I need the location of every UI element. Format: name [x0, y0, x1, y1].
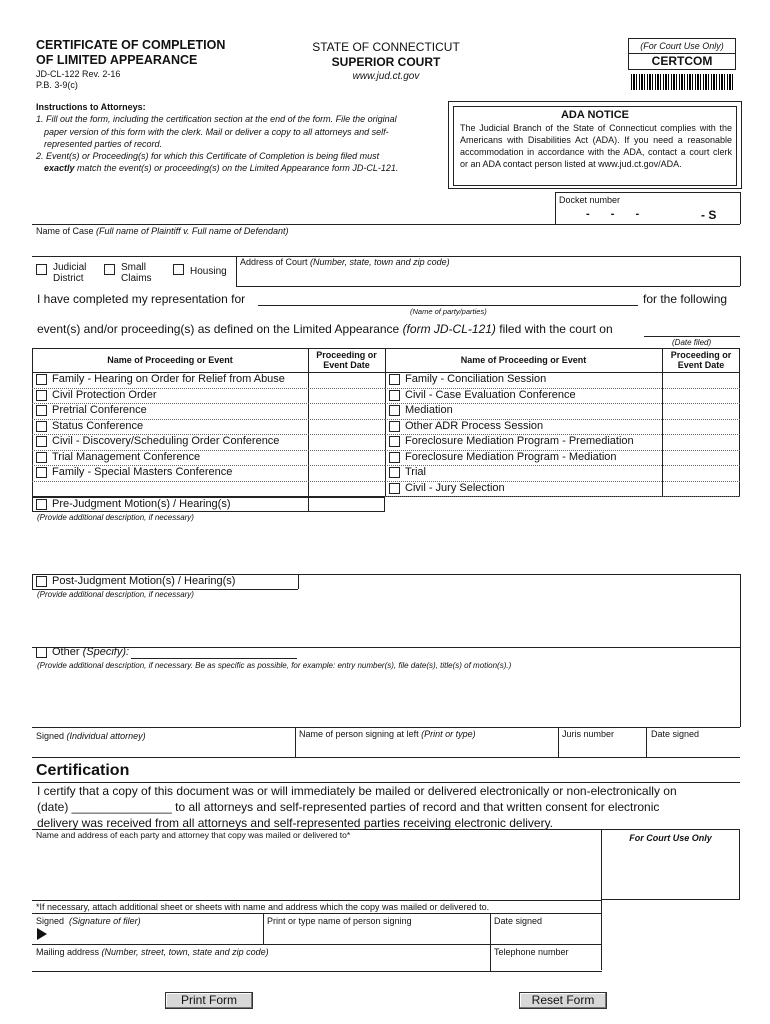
post-judgment-description[interactable]: [36, 600, 736, 644]
right-event-checkbox[interactable]: [389, 436, 400, 447]
telephone-label: Telephone number: [494, 947, 569, 957]
col-name-left: Name of Proceeding or Event: [107, 355, 233, 365]
right-event-label: Foreclosure Mediation Program - Mediation: [405, 450, 617, 463]
right-event-date-input[interactable]: [664, 373, 738, 387]
court-address-input[interactable]: [242, 268, 736, 284]
party-name-input[interactable]: [260, 291, 636, 305]
filer-signature-input[interactable]: [52, 927, 260, 942]
right-event-label: Mediation: [405, 404, 453, 416]
left-event-checkbox[interactable]: [36, 467, 47, 478]
left-event-checkbox[interactable]: [36, 436, 47, 447]
right-event-date-input[interactable]: [664, 389, 738, 403]
left-event-checkbox[interactable]: [36, 421, 47, 432]
representation-trail: for the following: [643, 292, 728, 306]
left-event-checkbox[interactable]: [36, 452, 47, 463]
housing-checkbox[interactable]: [173, 264, 184, 275]
right-event-label: Other ADR Process Session: [405, 419, 544, 432]
right-event-label: Civil - Jury Selection: [405, 481, 505, 494]
docket-label: Docket number: [559, 195, 621, 205]
other-description[interactable]: [36, 672, 736, 724]
post-judgment-checkbox[interactable]: [36, 576, 47, 587]
other-specify-input[interactable]: [132, 646, 296, 658]
right-event-row: [385, 481, 662, 497]
right-event-checkbox[interactable]: [389, 452, 400, 463]
right-event-date-input[interactable]: [664, 404, 738, 418]
filer-date-label: Date signed: [494, 916, 543, 926]
left-event-date-input[interactable]: [310, 373, 383, 387]
date-filed-input[interactable]: [645, 322, 739, 336]
col-date-left: Proceeding or Event Date: [316, 350, 377, 370]
right-event-label: Civil - Case Evaluation Conference: [405, 388, 576, 401]
print-name-label: Print or type name of person signing: [267, 916, 412, 926]
col-name-right: Name of Proceeding or Event: [460, 355, 587, 365]
right-event-date-input[interactable]: [664, 420, 738, 434]
right-event-checkbox[interactable]: [389, 374, 400, 385]
representation-line2: event(s) and/or proceeding(s) as defined on the Limited Appearance (form JD-CL-121) filed with the court on: [37, 322, 613, 336]
right-event-checkbox[interactable]: [389, 483, 400, 494]
court-use-label: (For Court Use Only): [628, 38, 736, 54]
court-address-label: Address of Court (Number, state, town and zip code): [240, 257, 450, 267]
right-event-row: [385, 388, 662, 404]
date-signed-input[interactable]: [650, 742, 736, 756]
col-date-right: Proceeding or Event Date: [670, 350, 732, 370]
left-event-date-input[interactable]: [310, 404, 383, 418]
print-name-input[interactable]: [267, 927, 487, 942]
right-event-date-input[interactable]: [664, 451, 738, 465]
docket-suffix: - S: [701, 208, 717, 222]
print-form-button[interactable]: Print Form: [165, 992, 253, 1009]
right-event-date-input[interactable]: [664, 482, 738, 496]
left-event-row: [32, 388, 308, 404]
party-name-line[interactable]: [258, 305, 638, 306]
right-event-label: Family - Conciliation Session: [405, 373, 547, 385]
pre-judgment-hint: (Provide additional description, if necessary): [37, 513, 194, 522]
left-event-label: Trial Management Conference: [52, 450, 201, 463]
right-event-row: [385, 450, 662, 466]
juris-number-label: Juris number: [562, 729, 615, 739]
party-hint: (Name of party/parties): [410, 307, 487, 316]
reset-form-button[interactable]: Reset Form: [519, 992, 607, 1009]
left-event-date-input[interactable]: [310, 451, 383, 465]
left-event-label: Status Conference: [52, 419, 144, 432]
right-event-row: [385, 372, 662, 388]
right-event-checkbox[interactable]: [389, 467, 400, 478]
date-filed-hint: (Date filed): [672, 338, 712, 347]
filer-signed-label: Signed (Signature of filer): [36, 916, 141, 926]
right-event-label: Foreclosure Mediation Program - Premediation: [405, 435, 634, 447]
date-signed-label: Date signed: [651, 729, 700, 739]
attach-note: *If necessary, attach additional sheet or sheets with name and address which the copy was mailed or delivered to.: [36, 902, 490, 912]
left-event-label: Pretrial Conference: [52, 404, 147, 416]
docket-dashes: - - -: [586, 208, 640, 220]
sign-arrow-icon: [37, 928, 47, 940]
form-title: CERTIFICATE OF COMPLETION OF LIMITED APPEARANCE: [36, 38, 226, 67]
post-judgment-hint: (Provide additional description, if necessary): [37, 590, 194, 599]
left-event-label: Family - Hearing on Order for Relief from Abuse: [52, 373, 285, 385]
certification-date-input[interactable]: [68, 799, 166, 813]
form-number: JD-CL-122 Rev. 2-16 P.B. 3-9(c): [36, 69, 121, 90]
case-name-label: Name of Case (Full name of Plaintiff v. Full name of Defendant): [36, 226, 289, 236]
right-event-row: [385, 465, 662, 481]
ada-notice: ADA NOTICE The Judicial Branch of the State of Connecticut complies with the Americans with Disabilities Act (ADA). If you need a reasonable accommodation in accordance with the ADA, contact a court clerk or an ADA contact person listed at www.jud.ct.gov/ADA.: [448, 101, 742, 189]
housing-label: Housing: [190, 266, 227, 277]
right-event-label: Trial: [405, 466, 426, 478]
left-event-label: Civil Protection Order: [52, 388, 157, 401]
left-event-checkbox[interactable]: [36, 374, 47, 385]
right-event-row: [385, 419, 662, 435]
pre-judgment-label: Pre-Judgment Motion(s) / Hearing(s): [52, 498, 231, 510]
right-event-row: [385, 403, 662, 419]
left-event-row: [32, 434, 308, 450]
telephone-input[interactable]: [494, 958, 598, 970]
court-heading: STATE OF CONNECTICUT SUPERIOR COURT www.jud.ct.gov: [312, 40, 460, 82]
right-event-checkbox[interactable]: [389, 390, 400, 401]
left-event-date-input[interactable]: [310, 466, 383, 480]
signer-name-label: Name of person signing at left (Print or type): [299, 729, 476, 739]
left-event-row: [32, 372, 308, 388]
small-claims-checkbox[interactable]: [104, 264, 115, 275]
judicial-district-checkbox[interactable]: [36, 264, 47, 275]
case-name-input[interactable]: [40, 237, 730, 255]
attorney-signature-input[interactable]: [36, 742, 291, 756]
representation-lead: I have completed my representation for: [37, 292, 246, 306]
mailing-address-input[interactable]: [36, 958, 486, 970]
court-use-box: For Court Use Only: [601, 829, 740, 900]
left-event-date-input[interactable]: [310, 420, 383, 434]
attorney-signed-label: Signed (Individual attorney): [36, 731, 146, 741]
left-event-checkbox[interactable]: [36, 405, 47, 416]
filer-date-input[interactable]: [494, 927, 598, 942]
left-event-checkbox[interactable]: [36, 390, 47, 401]
left-event-row: [32, 465, 308, 481]
other-checkbox[interactable]: [36, 647, 47, 658]
right-event-checkbox[interactable]: [389, 421, 400, 432]
right-event-checkbox[interactable]: [389, 405, 400, 416]
court-use-code: CERTCOM: [628, 53, 736, 70]
certification-text: I certify that a copy of this document was or will immediately be mailed or delivered electronically or non-electronically on (date) _______________ to all attorneys and self-represented parties of record and that written consent for electronic delivery was received from all attorneys and self-represented parties receiving electronic delivery.: [37, 784, 677, 830]
other-label: Other (Specify):: [52, 646, 130, 658]
certification-heading: Certification: [36, 762, 130, 779]
recipients-input[interactable]: [36, 841, 596, 899]
docket-input[interactable]: [560, 207, 696, 221]
other-hint: (Provide additional description, if necessary. Be as specific as possible, for example: entry number(s), file date(s), title(s) of motion(s).): [37, 661, 512, 670]
pre-judgment-description[interactable]: [36, 523, 736, 571]
pre-judgment-checkbox[interactable]: [36, 499, 47, 510]
post-judgment-label: Post-Judgment Motion(s) / Hearing(s): [52, 575, 236, 587]
small-claims-label: Small Claims: [121, 262, 152, 284]
judicial-district-label: Judicial District: [53, 262, 87, 284]
mailing-address-label: Mailing address (Number, street, town, state and zip code): [36, 947, 269, 957]
left-event-label: Family - Special Masters Conference: [52, 466, 233, 478]
left-event-row: [32, 450, 308, 466]
right-event-date-input[interactable]: [664, 435, 738, 449]
recipients-label: Name and address of each party and attorney that copy was mailed or delivered to*: [36, 830, 351, 840]
instructions: Instructions to Attorneys: 1. Fill out the form, including the certification section at the end of the form. File the original paper version of this form with the clerk. Mail or deliver a copy to all attorneys and self-represented parties of record. 2. Event(s) or Proceeding(s) for which this Certificate of Completion is being filed must exactly match the event(s) or proceeding(s) on the Limited Appearance form JD-CL-121.: [36, 102, 399, 174]
left-event-row: [32, 403, 308, 419]
left-event-label: Civil - Discovery/Scheduling Order Conference: [52, 435, 280, 447]
signer-name-input[interactable]: [299, 742, 554, 756]
barcode: [631, 74, 733, 90]
juris-number-input[interactable]: [562, 742, 642, 756]
left-event-row: [32, 419, 308, 435]
left-event-date-input[interactable]: [310, 435, 383, 449]
right-event-date-input[interactable]: [664, 466, 738, 480]
left-event-date-input[interactable]: [310, 389, 383, 403]
right-event-row: [385, 434, 662, 450]
